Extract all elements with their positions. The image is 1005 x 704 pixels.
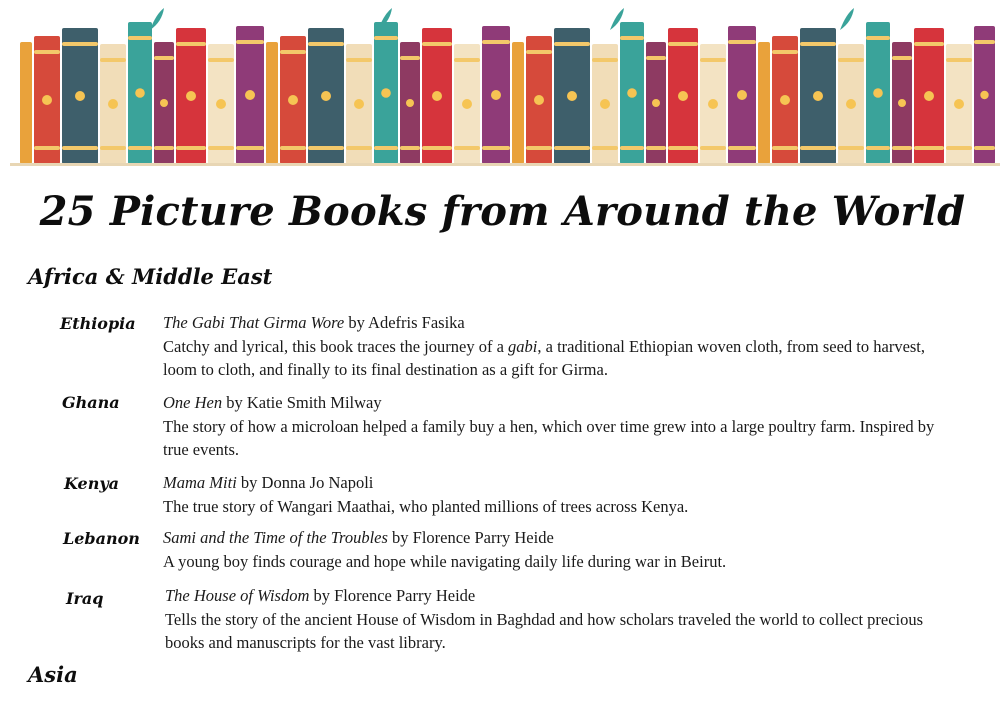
spine-band [34, 146, 60, 150]
spine-band [128, 36, 152, 40]
shelf-edge [10, 163, 1000, 166]
spine-ornament [813, 91, 823, 101]
spine-band [946, 58, 972, 62]
spine-ornament [980, 91, 988, 99]
spine-ornament [186, 91, 196, 101]
spine-band [454, 146, 480, 150]
book-entry-ethiopia [163, 311, 963, 382]
spine-ornament [42, 95, 52, 105]
country-lebanon: Lebanon [63, 529, 140, 548]
spine-band [892, 146, 912, 150]
spine-band [554, 42, 590, 46]
spine-band [592, 58, 618, 62]
book-spine [758, 42, 770, 164]
spine-band [346, 146, 372, 150]
spine-band [866, 146, 890, 150]
spine-band [728, 146, 756, 150]
spine-band [772, 50, 798, 54]
section-heading-africa-middle-east: Africa & Middle East [28, 264, 273, 289]
spine-band [646, 146, 666, 150]
spine-band [620, 36, 644, 40]
spine-band [400, 56, 420, 60]
spine-ornament [462, 99, 472, 109]
spine-band [308, 42, 344, 46]
book-spine [512, 42, 524, 164]
spine-band [646, 56, 666, 60]
spine-band [176, 146, 206, 150]
spine-band [620, 146, 644, 150]
spine-ornament [321, 91, 331, 101]
spine-band [422, 42, 452, 46]
spine-band [772, 146, 798, 150]
book-author: by Adefris Fasika [348, 313, 465, 332]
book-title: Mama Miti [163, 473, 237, 492]
spine-ornament [160, 99, 168, 107]
bookshelf-illustration [0, 0, 1005, 172]
spine-band [700, 146, 726, 150]
book-description: The true story of Wangari Maathai, who planted millions of trees across Kenya. [163, 496, 689, 516]
leaf-decoration [840, 8, 854, 30]
page-title: 25 Picture Books from Around the World [39, 188, 966, 235]
spine-ornament [245, 90, 255, 100]
spine-band [700, 58, 726, 62]
spine-ornament [432, 91, 442, 101]
spine-band [100, 146, 126, 150]
spine-band [346, 58, 372, 62]
spine-band [400, 146, 420, 150]
spine-ornament [898, 99, 906, 107]
spine-band [236, 146, 264, 150]
spine-band [208, 58, 234, 62]
spine-ornament [381, 88, 391, 98]
spine-band [422, 146, 452, 150]
spine-ornament [354, 99, 364, 109]
book-entry-ghana [163, 391, 963, 462]
spine-ornament [708, 99, 718, 109]
spine-band [128, 146, 152, 150]
book-title: The House of Wisdom [165, 586, 310, 605]
spine-ornament [534, 95, 544, 105]
spine-band [800, 42, 836, 46]
spine-ornament [108, 99, 118, 109]
spine-band [946, 146, 972, 150]
book-author: by Florence Parry Heide [392, 528, 554, 547]
spine-ornament [627, 88, 637, 98]
spine-band [800, 146, 836, 150]
spine-band [100, 58, 126, 62]
spine-band [374, 36, 398, 40]
spine-ornament [406, 99, 414, 107]
spine-ornament [780, 95, 790, 105]
book-entry-lebanon [163, 526, 963, 573]
spine-band [866, 36, 890, 40]
spine-band [208, 146, 234, 150]
spine-band [482, 40, 510, 44]
book-entry-iraq [165, 584, 965, 655]
spine-ornament [846, 99, 856, 109]
spine-ornament [652, 99, 660, 107]
spine-band [454, 58, 480, 62]
spine-ornament [873, 88, 883, 98]
spine-ornament [954, 99, 964, 109]
section-heading-asia: Asia [28, 662, 78, 687]
book-title: One Hen [163, 393, 223, 412]
book-author: by Donna Jo Napoli [240, 473, 374, 492]
spine-band [62, 146, 98, 150]
spine-band [154, 56, 174, 60]
spine-band [838, 146, 864, 150]
book-description: Tells the story of the ancient House of Wisdom in Baghdad and how scholars traveled the world to collect precious books and manuscripts for the vast library. [165, 609, 924, 652]
spine-band [838, 58, 864, 62]
book-author: by Katie Smith Milway [226, 393, 382, 412]
book-spine [266, 42, 278, 164]
spine-ornament [600, 99, 610, 109]
spine-band [592, 146, 618, 150]
spine-ornament [216, 99, 226, 109]
spine-band [482, 146, 510, 150]
spine-band [176, 42, 206, 46]
spine-band [914, 146, 944, 150]
spine-band [668, 42, 698, 46]
spine-ornament [737, 90, 747, 100]
book-entry-kenya [163, 471, 963, 518]
spine-ornament [924, 91, 934, 101]
spine-band [728, 40, 756, 44]
country-ethiopia: Ethiopia [60, 314, 136, 333]
book-title: Sami and the Time of the Troubles [163, 528, 388, 547]
leaf-decoration [150, 8, 164, 30]
spine-band [974, 40, 995, 44]
spine-ornament [135, 88, 145, 98]
spine-band [62, 42, 98, 46]
book-description: The story of how a microloan helped a family buy a hen, which over time grew into a large poultry farm. Inspired by true events. [163, 416, 935, 459]
book-description: A young boy finds courage and hope while navigating daily life during war in Beirut. [163, 551, 727, 571]
country-kenya: Kenya [64, 474, 120, 493]
book-title: The Gabi That Girma Wore [163, 313, 345, 332]
spine-band [914, 42, 944, 46]
spine-band [554, 146, 590, 150]
spine-ornament [288, 95, 298, 105]
spine-band [974, 146, 995, 150]
spine-band [892, 56, 912, 60]
spine-band [236, 40, 264, 44]
spine-ornament [491, 90, 501, 100]
country-ghana: Ghana [62, 393, 120, 412]
book-author: by Florence Parry Heide [313, 586, 476, 605]
country-iraq: Iraq [66, 589, 104, 608]
spine-band [308, 146, 344, 150]
spine-ornament [567, 91, 577, 101]
spine-band [154, 146, 174, 150]
spine-band [526, 50, 552, 54]
spine-band [280, 146, 306, 150]
spine-band [526, 146, 552, 150]
spine-band [280, 50, 306, 54]
spine-band [34, 50, 60, 54]
spine-band [668, 146, 698, 150]
book-spine [20, 42, 32, 164]
spine-ornament [75, 91, 85, 101]
spine-ornament [678, 91, 688, 101]
book-description: Catchy and lyrical, this book traces the journey of a gabi, a traditional Ethiopian woven cloth, from seed to harvest, loom to cloth, and finally to its final destination as a gift for Girma. [163, 336, 926, 379]
spine-band [374, 146, 398, 150]
